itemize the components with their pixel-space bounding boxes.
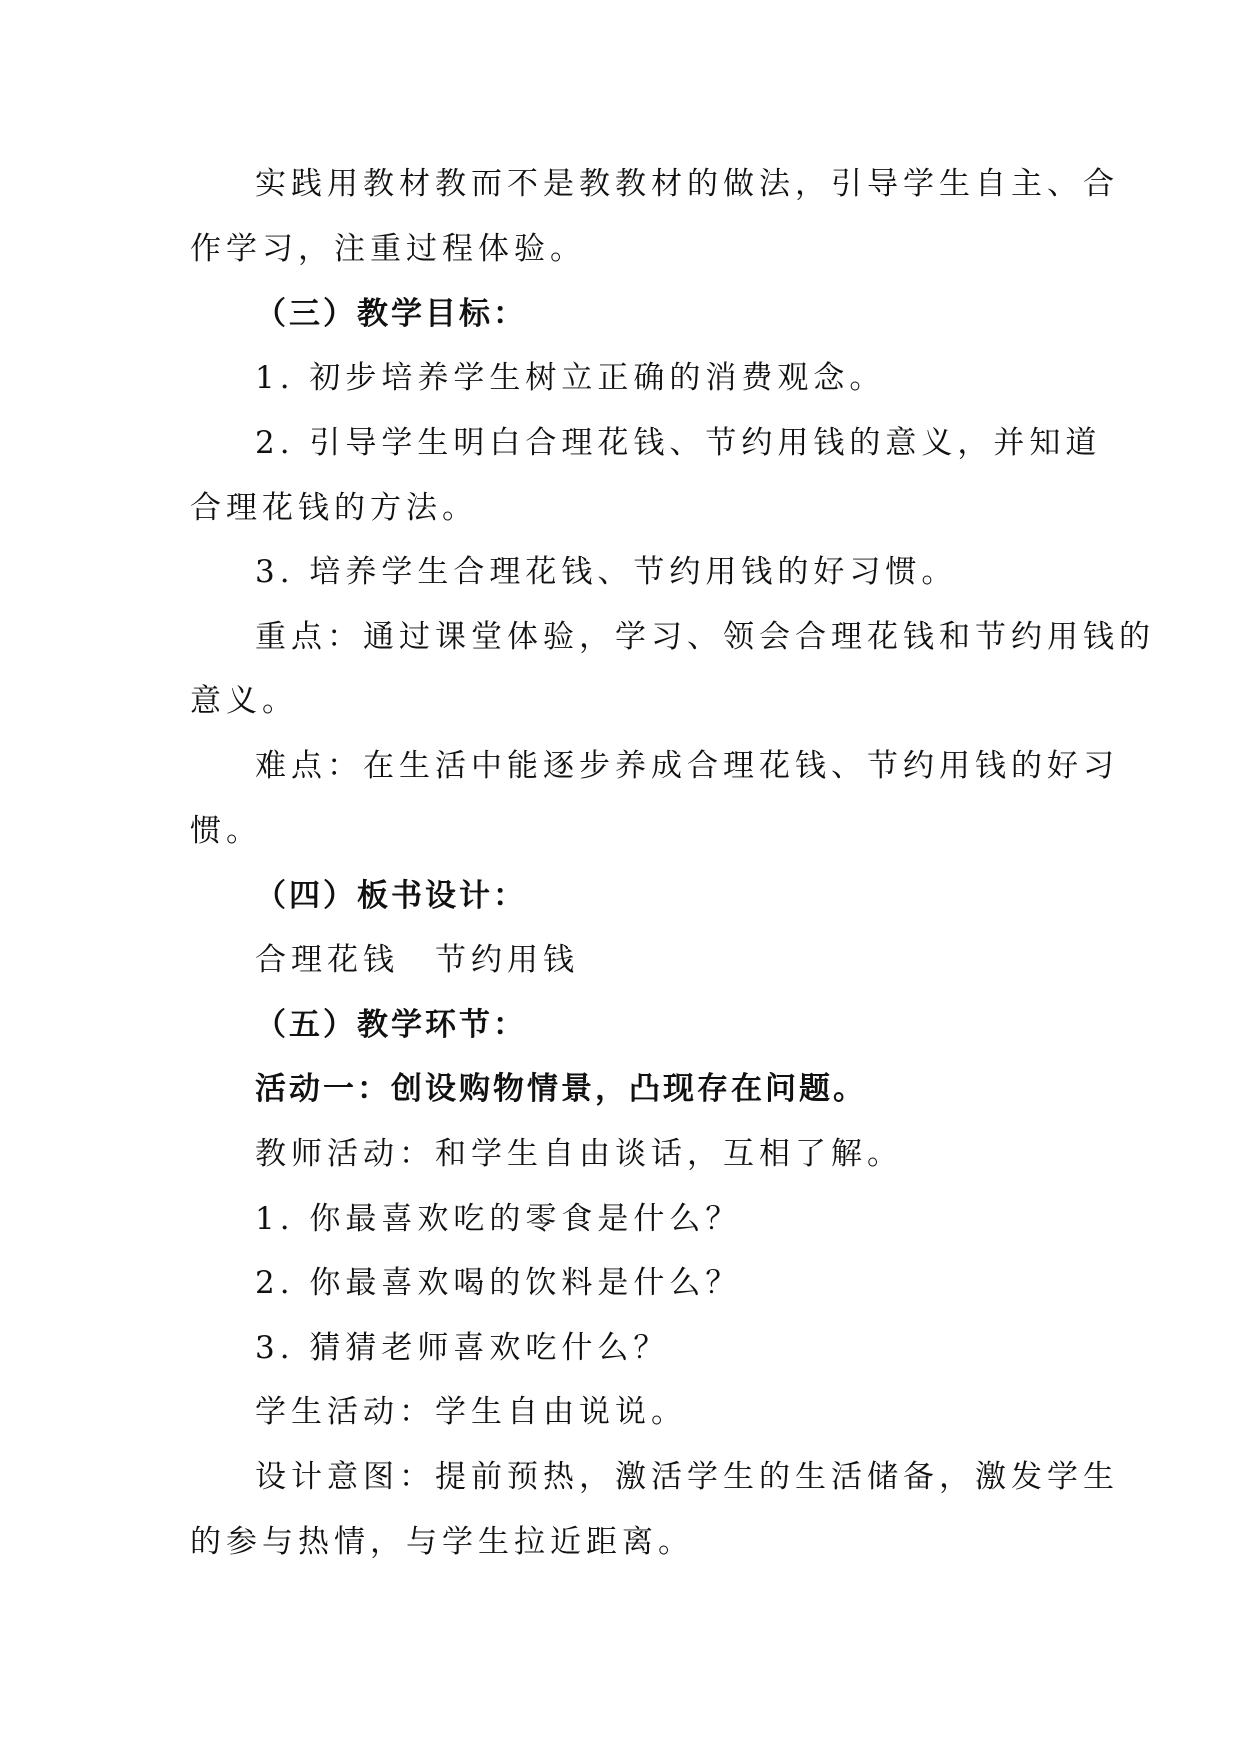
paragraph-line: 教师活动：和学生自由谈话，互相了解。: [255, 1136, 903, 1172]
list-item: 1. 初步培养学生树立正确的消费观念。: [255, 360, 886, 396]
paragraph-line: 合理花钱的方法。: [190, 490, 478, 526]
activity-heading: 活动一：创设购物情景，凸现存在问题。: [255, 1071, 867, 1107]
paragraph-line: 设计意图：提前预热，激活学生的生活储备，激发学生: [255, 1459, 1119, 1495]
section-heading: （五）教学环节：: [255, 1007, 527, 1043]
paragraph-line: 意义。: [190, 683, 298, 719]
list-item: 2. 你最喜欢喝的饮料是什么？: [255, 1265, 742, 1301]
section-heading: （四）板书设计：: [255, 878, 527, 914]
list-item: 1. 你最喜欢吃的零食是什么？: [255, 1201, 742, 1237]
list-item: 2. 引导学生明白合理花钱、节约用钱的意义，并知道: [255, 425, 1102, 461]
paragraph-line: 作学习，注重过程体验。: [190, 231, 586, 267]
paragraph-line: 重点：通过课堂体验，学习、领会合理花钱和节约用钱的: [255, 619, 1155, 655]
paragraph-line: 的参与热情，与学生拉近距离。: [190, 1524, 694, 1560]
paragraph-line: 难点：在生活中能逐步养成合理花钱、节约用钱的好习: [255, 748, 1119, 784]
paragraph-line: 惯。: [190, 813, 262, 849]
paragraph-line: 实践用教材教而不是教教材的做法，引导学生自主、合: [255, 166, 1119, 202]
list-item: 3. 培养学生合理花钱、节约用钱的好习惯。: [255, 554, 958, 590]
list-item: 3. 猜猜老师喜欢吃什么？: [255, 1330, 670, 1366]
paragraph-line: 合理花钱 节约用钱: [255, 942, 579, 978]
section-heading: （三）教学目标：: [255, 296, 527, 332]
paragraph-line: 学生活动：学生自由说说。: [255, 1394, 687, 1430]
